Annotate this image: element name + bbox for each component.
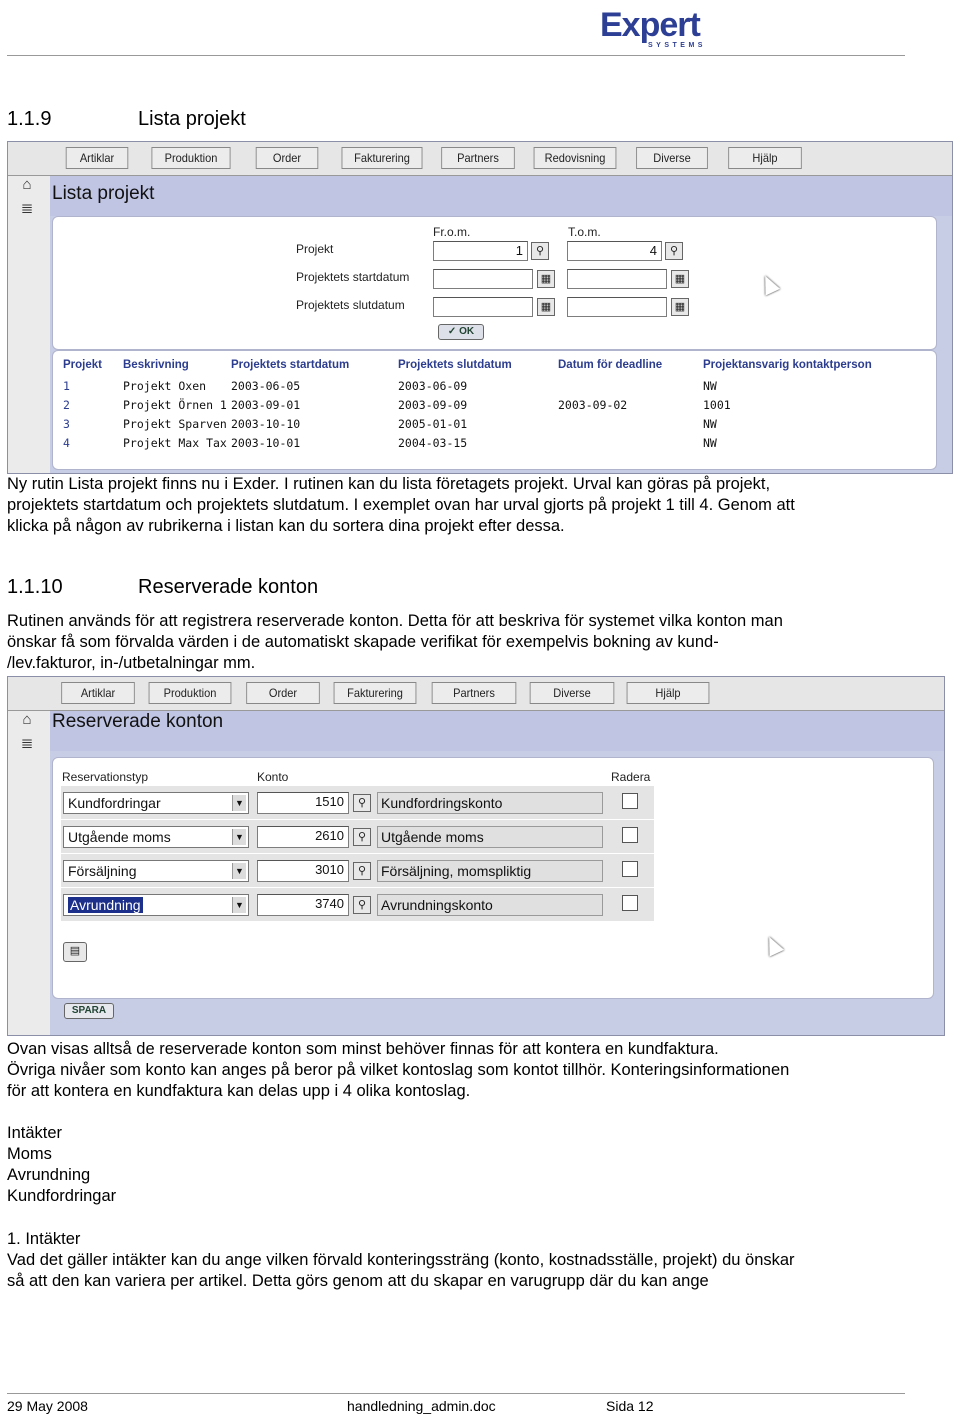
filter-panel: [52, 216, 937, 350]
menu-diverse[interactable]: Diverse: [636, 147, 708, 169]
list-icon[interactable]: ≣: [20, 735, 34, 752]
dropdown-arrow-icon[interactable]: ▼: [232, 863, 246, 879]
cell-kontaktperson: NW: [703, 379, 717, 393]
text-line: /lev.fakturor, in-/utbetalningar mm.: [7, 654, 256, 672]
cell-kontaktperson: NW: [703, 436, 717, 450]
text-line: Vad det gäller intäkter kan du ange vilken förvald konteringssträng (konto, kostnadsställe, projekt) du önskar: [7, 1251, 795, 1269]
paragraph-lista-projekt: [7, 474, 907, 537]
delete-checkbox[interactable]: [622, 861, 638, 877]
menu-fakturering[interactable]: Fakturering: [342, 147, 423, 169]
expert-systems-logo: [600, 8, 720, 52]
cell-beskrivning: Projekt Oxen: [123, 379, 207, 393]
menu-artiklar[interactable]: Artiklar: [61, 682, 135, 704]
cell-deadline: 2003-09-02: [558, 398, 628, 412]
section-title: Lista projekt: [138, 108, 246, 130]
text-line: Rutinen används för att registrera reserverade konton. Detta för att beskriva för systemet vilka konton man: [7, 612, 783, 630]
enddate-to-input[interactable]: [567, 297, 667, 317]
cell-beskrivning: Projekt Max Tax: [123, 436, 227, 450]
text-line: Ny rutin Lista projekt finns nu i Exder. I rutinen kan du lista företagets projekt. Urval kan göras på projekt,: [7, 475, 771, 493]
search-icon[interactable]: ⚲: [353, 794, 371, 812]
menu-hjalp[interactable]: Hjälp: [728, 147, 802, 169]
logo-subtext: SYSTEMS: [648, 42, 706, 49]
select-value: Försäljning: [68, 863, 137, 879]
delete-checkbox[interactable]: [622, 827, 638, 843]
cell-startdatum: 2003-10-01: [231, 436, 301, 450]
select-value: Avrundning: [70, 897, 141, 913]
screenshot-lista-projekt: [7, 141, 953, 474]
section-heading-lista-projekt: [7, 107, 246, 131]
account-input[interactable]: 3010: [257, 860, 349, 882]
cell-projekt[interactable]: 2: [63, 398, 70, 412]
enddate-from-input[interactable]: [433, 297, 533, 317]
cell-slutdatum: 2003-06-09: [398, 379, 468, 393]
sidebar: [8, 711, 50, 1035]
menu-artiklar[interactable]: Artiklar: [66, 147, 129, 169]
account-name: Försäljning, momspliktig: [377, 860, 603, 882]
menu-diverse[interactable]: Diverse: [530, 682, 615, 704]
paragraph-reserverade-konton: [7, 611, 907, 674]
text-line: så att den kan variera per artikel. Detta görs genom att du skapar en varugrupp där du kan ange: [7, 1272, 709, 1290]
menu-bar: [8, 142, 952, 176]
reservation-row: [61, 854, 654, 888]
section-number: 1.1.10: [7, 576, 63, 598]
ok-button[interactable]: ✓ OK: [438, 324, 484, 340]
account-name: Avrundningskonto: [377, 894, 603, 916]
account-type-list: [7, 1123, 907, 1207]
menu-redovisning[interactable]: Redovisning: [534, 147, 617, 169]
search-icon[interactable]: ⚲: [531, 242, 549, 260]
footer-divider: [7, 1393, 905, 1394]
dropdown-arrow-icon[interactable]: ▼: [232, 897, 246, 913]
col-radera: Radera: [611, 770, 651, 784]
page-title: Reserverade konton: [52, 711, 224, 732]
reservation-row: [61, 786, 654, 820]
project-table: [52, 350, 937, 470]
sidebar: [8, 176, 50, 473]
dropdown-arrow-icon[interactable]: ▼: [232, 795, 246, 811]
field-label-startdatum: Projektets startdatum: [296, 270, 410, 284]
menu-fakturering[interactable]: Fakturering: [334, 682, 417, 704]
cell-slutdatum: 2003-09-09: [398, 398, 468, 412]
menu-bar: [8, 677, 944, 711]
mouse-cursor-icon: [758, 272, 780, 295]
menu-order[interactable]: Order: [256, 147, 319, 169]
list-item: Kundfordringar: [7, 1187, 117, 1205]
cell-slutdatum: 2005-01-01: [398, 417, 468, 431]
reservation-row: [61, 888, 654, 922]
header-divider: [7, 55, 905, 56]
account-input[interactable]: 1510: [257, 792, 349, 814]
text-line: Övriga nivåer som konto kan anges på beror på vilket kontoslag som kontot tillhör. Konteringsinformationen: [7, 1061, 790, 1079]
to-label: T.o.m.: [568, 225, 601, 239]
cell-startdatum: 2003-06-05: [231, 379, 301, 393]
home-icon[interactable]: ⌂: [22, 176, 32, 193]
delete-checkbox[interactable]: [622, 895, 638, 911]
footer-page-number: Sida 12: [606, 1398, 654, 1414]
text-line: önskar få som förvalda värden i de automatiskt skapade verifikat för exempelvis bokning av kund-: [7, 633, 719, 651]
menu-partners[interactable]: Partners: [432, 682, 517, 704]
startdate-to-input[interactable]: [567, 269, 667, 289]
cell-kontaktperson: 1001: [703, 398, 731, 412]
menu-produktion[interactable]: Produktion: [151, 147, 230, 169]
select-value: Utgående moms: [68, 829, 171, 845]
cell-startdatum: 2003-10-10: [231, 417, 301, 431]
col-kontaktperson[interactable]: Projektansvarig kontaktperson: [703, 359, 872, 371]
cell-projekt[interactable]: 3: [63, 417, 70, 431]
ok-label: OK: [459, 326, 475, 337]
field-label-slutdatum: Projektets slutdatum: [296, 298, 405, 312]
col-reservationstyp: Reservationstyp: [62, 770, 149, 784]
cell-slutdatum: 2004-03-15: [398, 436, 468, 450]
text-line: Ovan visas alltså de reserverade konton som minst behöver finnas för att kontera en kundfaktura.: [7, 1040, 719, 1058]
reservation-row: [61, 820, 654, 854]
account-input[interactable]: 3740: [257, 894, 349, 916]
cell-projekt[interactable]: 4: [63, 436, 70, 450]
paragraph-intakter: [7, 1229, 907, 1292]
menu-partners[interactable]: Partners: [441, 147, 515, 169]
search-icon[interactable]: ⚲: [353, 896, 371, 914]
dropdown-arrow-icon[interactable]: ▼: [232, 829, 246, 845]
cell-beskrivning: Projekt Örnen 1: [123, 398, 227, 412]
new-row-icon[interactable]: ▤: [63, 942, 87, 962]
cell-beskrivning: Projekt Sparven: [123, 417, 227, 431]
calendar-icon[interactable]: ▦: [671, 298, 689, 316]
startdate-from-input[interactable]: [433, 269, 533, 289]
text-line: för att kontera en kundfaktura kan delas upp i 4 olika kontoslag.: [7, 1082, 471, 1100]
page-title: Lista projekt: [52, 183, 155, 204]
menu-produktion[interactable]: Produktion: [149, 682, 232, 704]
reserved-accounts-panel: [52, 757, 934, 999]
list-icon[interactable]: ≣: [20, 200, 34, 217]
reservationstyp-select[interactable]: [63, 826, 249, 848]
calendar-icon[interactable]: ▦: [671, 270, 689, 288]
cell-kontaktperson: NW: [703, 417, 717, 431]
text-line: klicka på någon av rubrikerna i listan kan du sortera dina projekt efter dessa.: [7, 517, 565, 535]
calendar-icon[interactable]: ▦: [537, 298, 555, 316]
cell-startdatum: 2003-09-01: [231, 398, 301, 412]
account-name: Utgående moms: [377, 826, 603, 848]
account-input[interactable]: 2610: [257, 826, 349, 848]
section-heading-reserverade-konton: [7, 575, 318, 599]
account-name: Kundfordringskonto: [377, 792, 603, 814]
list-item: Intäkter: [7, 1124, 63, 1142]
reservationstyp-select[interactable]: [63, 792, 249, 814]
calendar-icon[interactable]: ▦: [537, 270, 555, 288]
reservationstyp-select[interactable]: [63, 860, 249, 882]
text-line: projektets startdatum och projektets slutdatum. I exemplet ovan har urval gjorts på projekt 1 till 4. Genom att: [7, 496, 795, 514]
screenshot-reserverade-konton: [7, 676, 945, 1036]
col-projekt[interactable]: Projekt: [63, 359, 102, 371]
section-title: Reserverade konton: [138, 576, 319, 598]
delete-checkbox[interactable]: [622, 793, 638, 809]
section-number: 1.1.9: [7, 108, 52, 130]
subheading-intakter: 1. Intäkter: [7, 1230, 81, 1248]
select-value: Kundfordringar: [68, 795, 161, 811]
menu-order[interactable]: Order: [246, 682, 320, 704]
footer-filename: handledning_admin.doc: [347, 1398, 496, 1414]
list-item: Avrundning: [7, 1166, 91, 1184]
col-startdatum[interactable]: Projektets startdatum: [231, 359, 350, 371]
home-icon[interactable]: ⌂: [22, 711, 32, 728]
col-beskrivning[interactable]: Beskrivning: [123, 359, 189, 371]
field-label-projekt: Projekt: [296, 242, 334, 256]
logo-text: Expert: [600, 6, 700, 44]
search-icon[interactable]: ⚲: [353, 828, 371, 846]
project-from-input[interactable]: 1: [433, 241, 528, 261]
reservationstyp-select[interactable]: [63, 894, 249, 916]
col-slutdatum[interactable]: Projektets slutdatum: [398, 359, 512, 371]
title-band: [50, 176, 952, 216]
from-label: Fr.o.m.: [433, 225, 471, 239]
save-button[interactable]: SPARA: [64, 1003, 114, 1019]
search-icon[interactable]: ⚲: [665, 242, 683, 260]
footer-date: 29 May 2008: [7, 1398, 88, 1414]
paragraph-kundfaktura: [7, 1039, 907, 1102]
list-item: Moms: [7, 1145, 52, 1163]
col-deadline[interactable]: Datum för deadline: [558, 359, 663, 371]
menu-hjalp[interactable]: Hjälp: [627, 682, 710, 704]
col-konto: Konto: [257, 770, 289, 784]
cell-projekt[interactable]: 1: [63, 379, 70, 393]
project-to-input[interactable]: 4: [567, 241, 662, 261]
search-icon[interactable]: ⚲: [353, 862, 371, 880]
mouse-cursor-icon: [762, 933, 784, 956]
